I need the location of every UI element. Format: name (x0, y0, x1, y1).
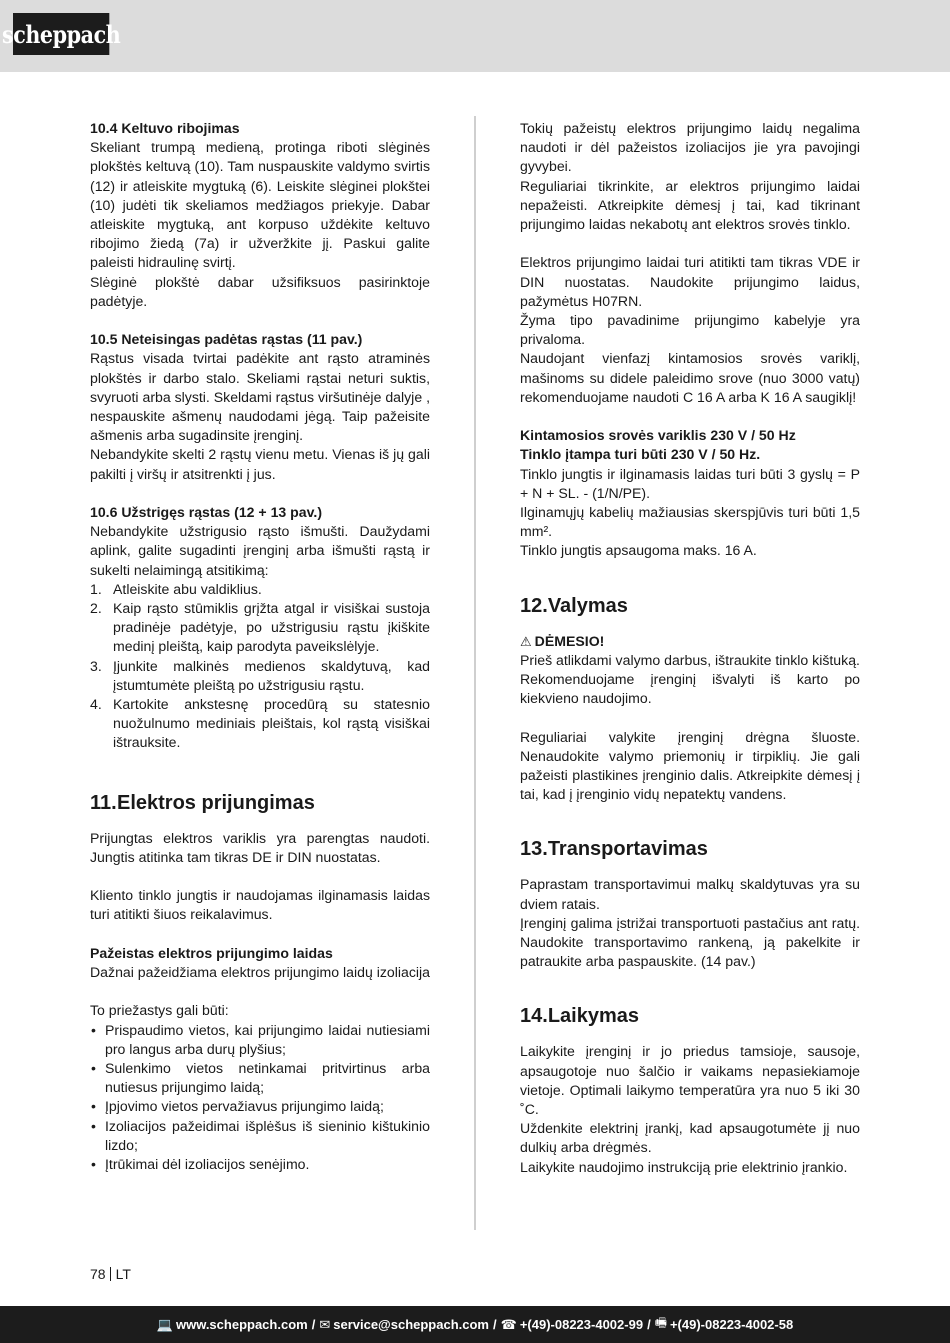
section-12-heading (520, 594, 860, 618)
list-item: • Prispaudimo vietos, kai prijungimo laidai nutiesiami pro langus arba durų plyšius; (90, 1021, 430, 1059)
list-number: 1. (90, 580, 102, 597)
page-number-separator (110, 1267, 111, 1281)
section-title: Elektros prijungimas (117, 791, 315, 814)
list-number: 2. (90, 600, 102, 617)
paragraph: To priežastys gali būti: (90, 1002, 229, 1019)
footer-separator: / (647, 1317, 651, 1332)
section-10-6-heading: 10.6 Užstrigęs rąstas (12 + 13 pav.) (90, 504, 323, 521)
computer-icon: 💻 (156, 1316, 173, 1332)
footer-separator: / (493, 1317, 497, 1332)
paragraph: Įrenginį galima įstrižai transportuoti pastačius ant ratų. Naudokite transportavimo rankeną, ją pakelkite ir patraukite arba paspauskite. (14 pav.) (520, 914, 860, 970)
paragraph: Elektros prijungimo laidai turi atitikti tam tikras VDE ir DIN nuostatas. Naudokite prijungimo laidus, pažymėtus H07RN. (520, 254, 860, 309)
page-header (0, 0, 950, 72)
list-number: 3. (90, 657, 102, 674)
page-number-value: 78 (90, 1266, 106, 1282)
page-footer (0, 1306, 950, 1343)
paragraph: Tinklo jungtis ir ilginamasis laidas turi būti 3 gyslų = P + N + SL. - (1/N/PE). (520, 465, 860, 501)
list-item: • Įpjovimo vietos pervažiavus prijungimo laidą; (90, 1097, 430, 1116)
list-item: • Sulenkimo vietos netinkamai pritvirtinus arba nutiesus prijungimo laidą; (90, 1059, 430, 1097)
section-11-heading (90, 791, 430, 815)
email-link[interactable]: service@scheppach.com (333, 1317, 489, 1332)
bullet-list (90, 1021, 430, 1175)
section-title: Transportavimas (547, 838, 708, 861)
left-column (90, 119, 430, 1174)
footer-separator: / (311, 1317, 316, 1332)
page-language: LT (115, 1266, 131, 1282)
numbered-list (90, 580, 430, 753)
paragraph: Skeliant trumpą medieną, protinga riboti slėginės plokštės keltuvą (10). Tam nuspauskite valdymo svirtis (12) ir atleiskite mygtuką (6). Leiskite slėginei plokštei (10) judėti tik skeliamos medžiagos priekyje. Dabar atleiskite mygtuką, ant korpuso uždėkite keltuvo ribojimo žiedą (7a) ir užveržkite jį. Paskui galite paleisti hidraulinę svirtį. (90, 139, 430, 271)
list-item: • Įtrūkimai dėl izoliacijos senėjimo. (90, 1155, 430, 1174)
section-10-4-heading: 10.4 Keltuvo ribojimas (90, 120, 240, 136)
paragraph: Dažnai pažeidžiama elektros prijungimo laidų izoliacija (90, 964, 430, 981)
column-divider (474, 116, 476, 1230)
phone-number: +(49)-08223-4002-99 (519, 1317, 644, 1332)
section-title: Valymas (547, 594, 628, 617)
scheppach-logo (2, 13, 121, 55)
section-title: Laikymas (547, 1005, 639, 1028)
list-item (90, 580, 430, 599)
page-number (90, 1266, 131, 1282)
paragraph: Paprastam transportavimui malkų skaldytuvas yra su dviem ratais. (520, 876, 860, 912)
section-number: 13. (520, 838, 548, 861)
fax-number: +(49)-08223-4002-58 (669, 1317, 794, 1332)
paragraph: Kliento tinklo jungtis ir naudojamas ilginamasis laidas turi atitikti šiuos reikalavimus. (90, 887, 430, 923)
paragraph: Rekomenduojame įrenginį išvalyti iš karto po kiekvieno naudojimo. (520, 671, 860, 707)
warning-icon: ⚠ (520, 633, 532, 649)
paragraph: Žyma tipo pavadinime prijungimo kabelyje yra privaloma. (520, 312, 860, 348)
mains-voltage-heading: Tinklo įtampa turi būti 230 V / 50 Hz. (520, 446, 761, 463)
fax-icon: 🖷 (654, 1314, 667, 1330)
paragraph: Tinklo jungtis apsaugoma maks. 16 A. (520, 542, 757, 559)
website-link[interactable]: www.scheppach.com (175, 1317, 308, 1332)
section-number: 14. (520, 1005, 548, 1028)
list-item (90, 599, 430, 657)
list-number: 4. (90, 696, 102, 713)
paragraph: Prijungtas elektros variklis yra parengtas naudoti. Jungtis atitinka tam tikras DE ir DIN nuostatas. (90, 829, 430, 865)
paragraph: Naudojant vienfazį kintamosios srovės variklį, mašinoms su didele paleidimo srove (nuo 3000 vatų) rekomenduojame naudoti C 16 A arba K 16 A saugiklį! (520, 350, 860, 405)
paragraph: Nebandykite užstrigusio rąsto išmušti. Daužydami aplink, galite sugadinti įrenginį arba išmušti rąstą ir sukelti nelaimingą atsitikimą: (90, 523, 430, 578)
section-number: 12. (520, 594, 548, 617)
paragraph: Laikykite įrenginį ir jo priedus tamsioje, sausoje, apsaugotoje nuo šalčio ir vaikams nepasiekiamoje vietoje. Optimali laikymo temperatūra yra nuo 5 iki 30 ˚C. (520, 1043, 860, 1118)
mail-icon: ✉ (319, 1316, 331, 1332)
paragraph: Reguliariai valykite įrenginį drėgna šluoste. Nenaudokite valymo priemonių ir tirpiklių. Jie gali pažeisti plastikines įrenginio dalis. Atkreipkite dėmesį į tai, kad į įrenginio vidų nepatektų vandens. (520, 728, 860, 803)
paragraph: Uždenkite elektrinį įrankį, kad apsaugotumėte jį nuo dulkių arba drėgmės. (520, 1120, 860, 1156)
section-number: 11. (90, 791, 117, 814)
paragraph: Tokių pažeistų elektros prijungimo laidų negalima naudoti ir dėl pažeistos izoliacijos jie yra pavojingi gyvybei. (520, 120, 860, 175)
list-text: Kartokite ankstesnę procedūrą su statesnio nuožulnumo mediniais pleištais, kol rąstą visiškai ištrauksite. (113, 696, 430, 751)
section-10-5-heading: 10.5 Neteisingas padėtas rąstas (11 pav.) (90, 331, 363, 348)
list-text: Kaip rąsto stūmiklis grįžta atgal ir visiškai sustoja pradinėje padėtyje, po užstrigusiu rąstu įkiškite medinį pleištą, kaip parodyta paveikslėlyje. (113, 600, 430, 655)
paragraph: Laikykite naudojimo instrukciją prie elektrinio įrankio. (520, 1158, 848, 1175)
list-text: Atleiskite abu valdiklius. (113, 580, 262, 597)
section-13-heading (520, 837, 860, 861)
section-14-heading (520, 1004, 860, 1028)
list-item (90, 657, 430, 695)
list-text: Įjunkite malkinės medienos skaldytuvą, kad įstumtumėte pleištą po užstrigusiu rąstu. (113, 657, 430, 693)
logo-text: scheppach (2, 19, 121, 49)
phone-icon: ☎ (500, 1316, 517, 1332)
right-column (520, 119, 860, 1177)
ac-motor-heading: Kintamosios srovės variklis 230 V / 50 Hz (520, 427, 796, 444)
paragraph: Ilginamųjų kabelių mažiausias skerspjūvis turi būti 1,5 mm². (520, 504, 860, 540)
damaged-cable-heading: Pažeistas elektros prijungimo laidas (90, 944, 333, 961)
paragraph: Prieš atlikdami valymo darbus, ištraukite tinklo kištuką. (520, 651, 860, 668)
paragraph: Rąstus visada tvirtai padėkite ant rąsto atraminės plokštės ir darbo stalo. Skeliami rąstai neturi suktis, svyruoti arba slysti. Skeldami rąstus viršutinėje dalyje , nespauskite ašmenų naudodami jėgą. Taip pažeisite ašmenis arba sugadinsite įrenginį. (90, 350, 430, 444)
list-item (90, 695, 430, 753)
paragraph: Reguliariai tikrinkite, ar elektros prijungimo laidai nepažeisti. Atkreipkite dėmesį į tai, kad tikrinant prijungimo laidas nekabotų ant elektros srovės tinklo. (520, 177, 860, 233)
warning-heading (520, 632, 860, 651)
paragraph: Nebandykite skelti 2 rąstų vienu metu. Vienas iš jų gali pakilti į viršų ir atsitrenkti į jus. (90, 446, 430, 482)
warning-label: DĖMESIO! (534, 632, 605, 649)
list-item: • Izoliacijos pažeidimai išplėšus iš sieninio kištukinio lizdo; (90, 1117, 430, 1155)
paragraph: Slėginė plokštė dabar užsifiksuos pasirinktoje padėtyje. (90, 273, 430, 309)
